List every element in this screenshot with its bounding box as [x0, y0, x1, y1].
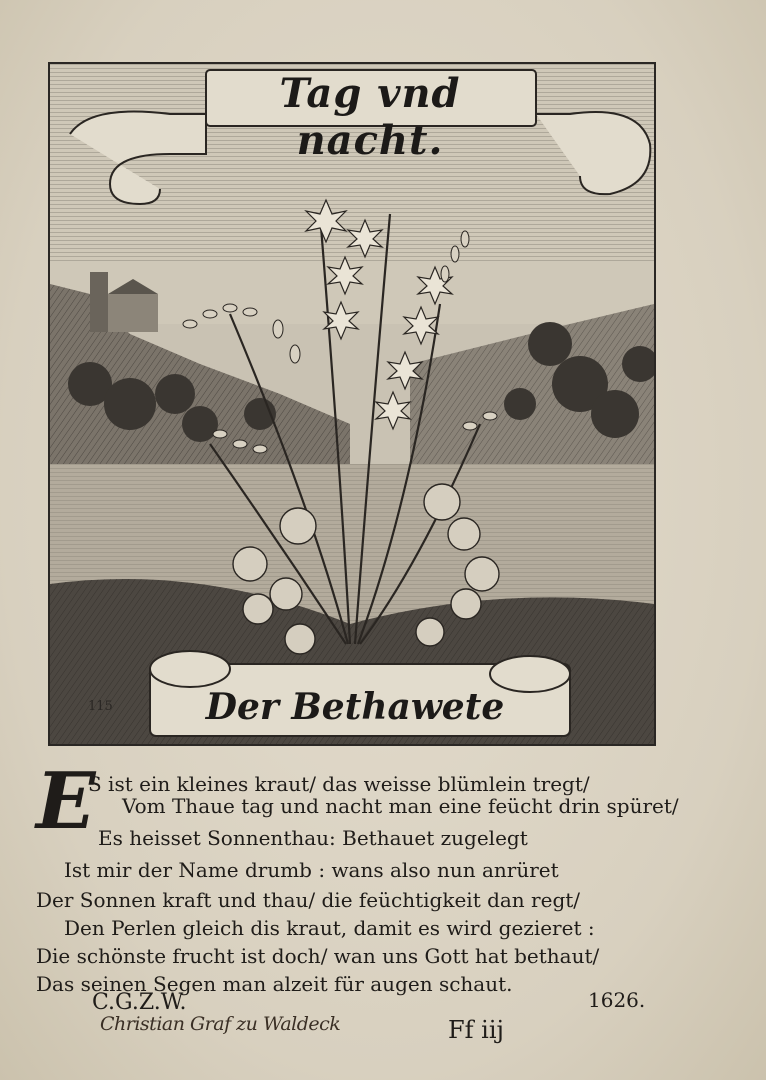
verse-line: Der Sonnen kraft und thau/ die feüchtigkeit dan regt/: [36, 888, 581, 912]
verse-line: Das seinen Segen man alzeit für augen schaut.: [36, 972, 513, 996]
year: 1626.: [588, 988, 646, 1012]
engraving-plate: [48, 62, 656, 746]
verse-line: Den Perlen gleich dis kraut, damit es wird gezieret :: [64, 916, 595, 940]
handwritten-signature: Christian Graf zu Waldeck: [100, 1013, 341, 1035]
signature-mark: Ff iij: [448, 1016, 504, 1044]
author-initials: C.G.Z.W.: [92, 990, 187, 1015]
verse-line: Es heisset Sonnenthau: Bethauet zugelegt: [98, 826, 528, 850]
engraving-illustration: [50, 64, 654, 744]
verse-line: Vom Thaue tag und nacht man eine feücht drin spüret/: [122, 794, 679, 818]
verse-line: Die schönste frucht ist doch/ wan uns Gott hat bethaut/: [36, 944, 600, 968]
verse-line: Ist mir der Name drumb : wans also nun anrüret: [64, 858, 559, 882]
plate-subtitle: Der Bethawete: [205, 686, 505, 728]
plate-title: Tag vnd nacht.: [279, 70, 461, 164]
plate-number: 115: [88, 699, 113, 714]
verse-line: S ist ein kleines kraut/ das weisse blümlein tregt/: [88, 772, 590, 796]
drop-cap-initial: E: [36, 756, 96, 847]
